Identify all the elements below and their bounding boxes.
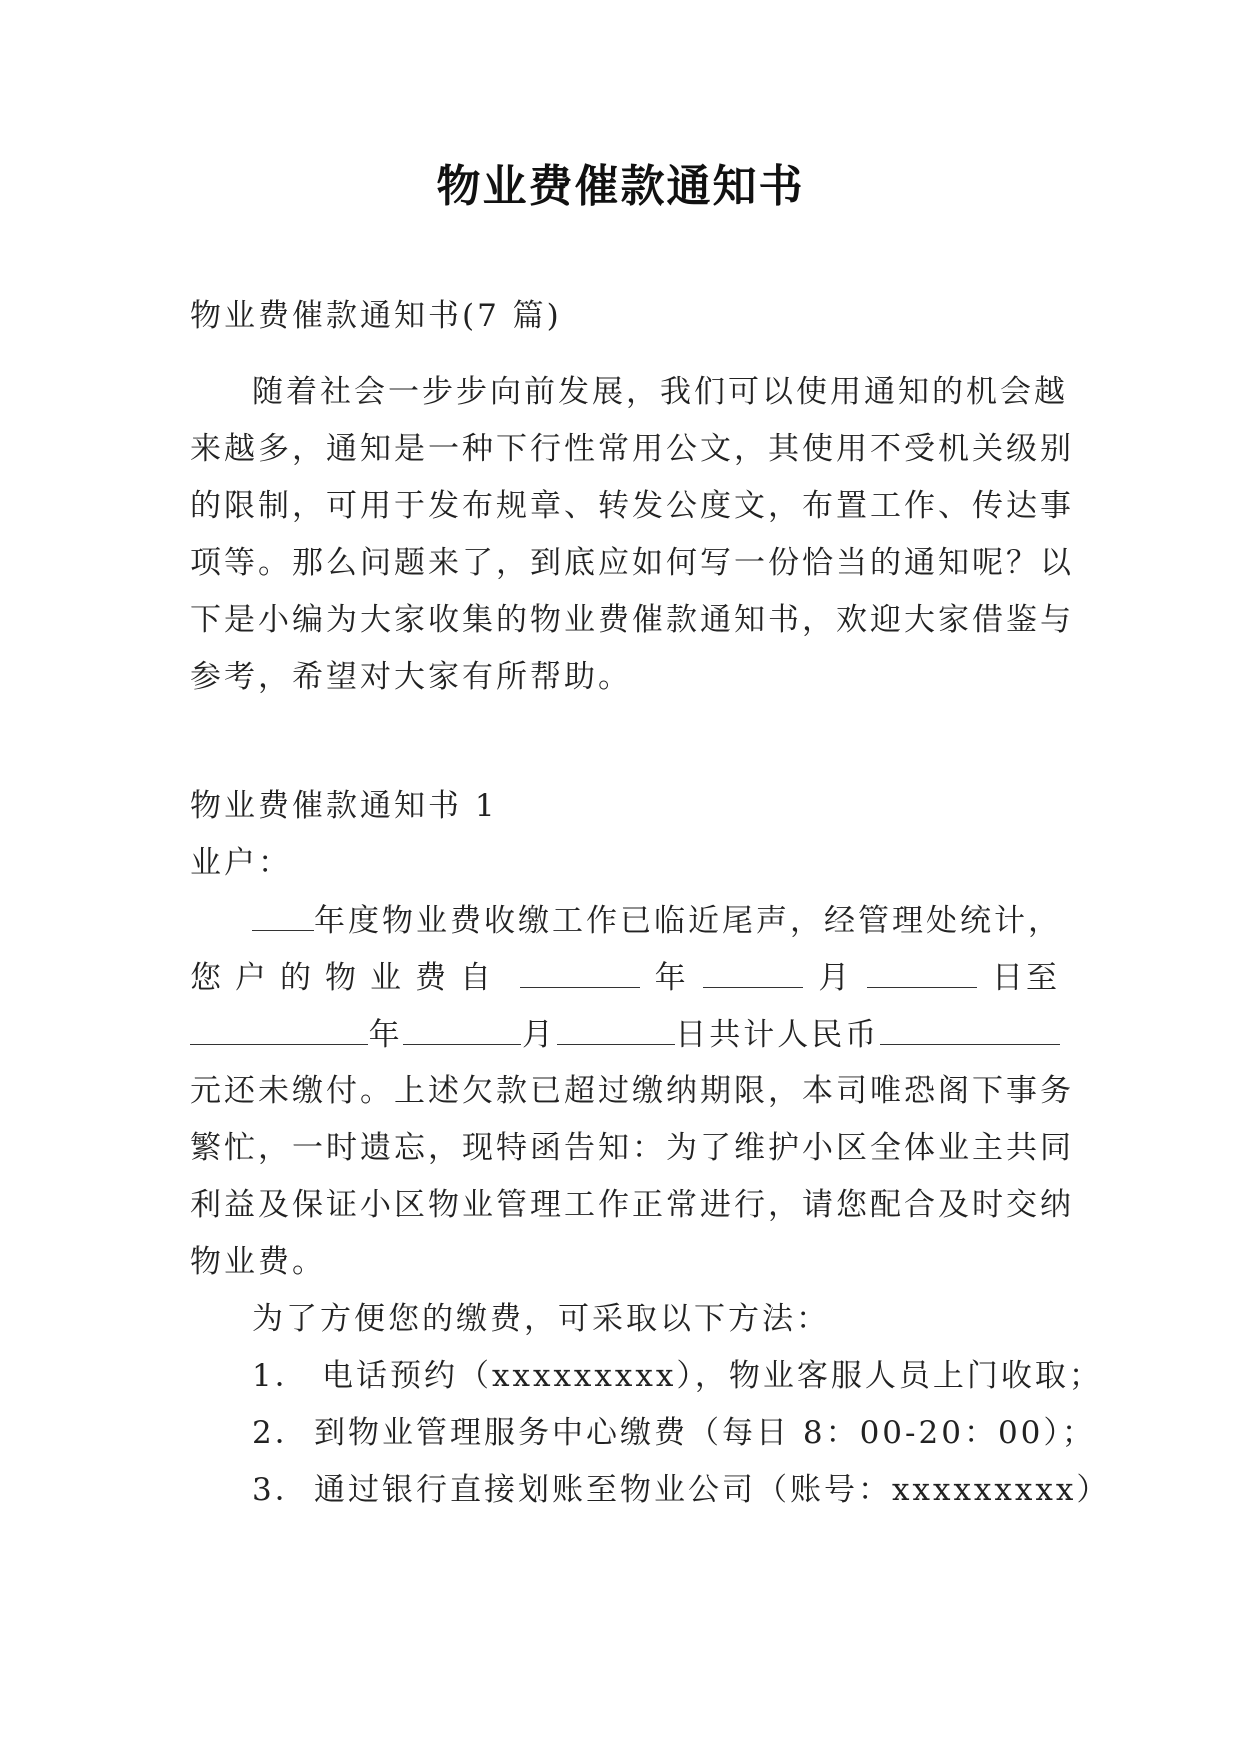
year-label: 年 [368,1017,403,1053]
year-blank [252,900,314,931]
year-blank [190,1014,368,1045]
notice-text: 年度物业费收缴工作已临近尾声，经管理处统计， [314,903,1062,939]
year-label: 年 [654,960,689,996]
month-blank [703,957,803,988]
method-number: 1． [252,1358,309,1394]
day-to-label: 日至 [991,960,1060,996]
body-line: 元还未缴付。上述欠款已超过缴纳期限，本司唯恐阁下事务 [190,1073,1074,1109]
intro-line: 下是小编为大家收集的物业费催款通知书，欢迎大家借鉴与 [190,602,1074,638]
method-text: 到物业管理服务中心缴费（每日 8：00-20：00）； [314,1415,1096,1451]
method-text: 通过银行直接划账至物业公司（账号：xxxxxxxxx） [314,1472,1111,1508]
period-text: 您户的物业费自 [190,960,505,996]
intro-line: 随着社会一步步向前发展，我们可以使用通知的机会越 [252,374,1068,410]
intro-line: 参考，希望对大家有所帮助。 [190,659,632,695]
day-blank [867,957,977,988]
month-label: 月 [521,1017,556,1053]
amount-blank [880,1014,1060,1045]
month-label: 月 [818,960,853,996]
notice-line [190,900,1060,941]
salutation: 业户： [190,845,292,881]
intro-line: 来越多，通知是一种下行性常用公文，其使用不受机关级别 [190,431,1074,467]
intro-line: 的限制，可用于发布规章、转发公度文，布置工作、传达事 [190,488,1074,524]
method-text: 电话预约（xxxxxxxxx），物业客服人员上门收取； [322,1358,1103,1394]
body-line: 利益及保证小区物业管理工作正常进行，请您配合及时交纳 [190,1187,1074,1223]
document-subtitle: 物业费催款通知书(7 篇) [190,298,562,334]
method-item [190,1356,1103,1396]
period-line [190,1014,1060,1055]
period-line [190,957,1060,998]
day-blank [557,1014,675,1045]
document-title: 物业费催款通知书 [436,161,805,212]
method-number: 3． [252,1472,309,1508]
body-line: 物业费。 [190,1244,326,1280]
body-line: 繁忙，一时遗忘，现特函告知：为了维护小区全体业主共同 [190,1130,1074,1166]
method-number: 2． [252,1415,309,1451]
amount-label: 日共计人民币 [675,1017,880,1053]
intro-line: 项等。那么问题来了，到底应如何写一份恰当的通知呢？以 [190,545,1074,581]
method-item [190,1413,1096,1453]
methods-intro: 为了方便您的缴费，可采取以下方法： [252,1301,830,1337]
method-item [190,1470,1111,1510]
year-blank [520,957,640,988]
section-heading: 物业费催款通知书 1 [190,788,498,824]
month-blank [403,1014,521,1045]
